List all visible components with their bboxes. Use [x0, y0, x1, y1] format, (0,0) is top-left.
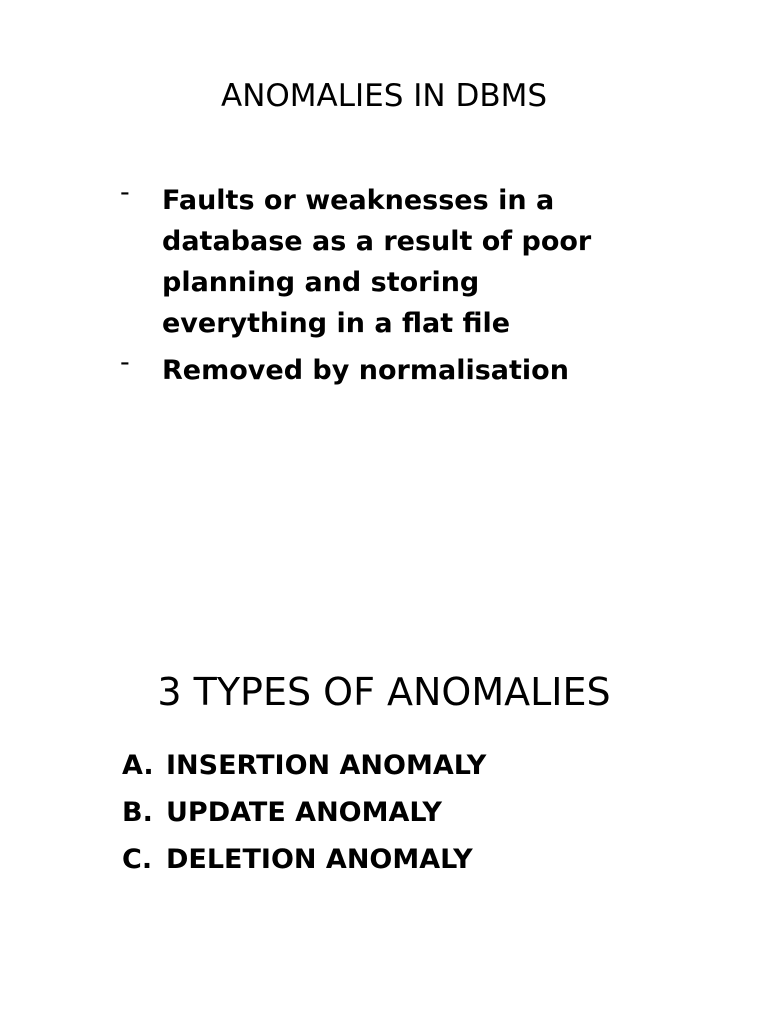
bullet-list: [120, 177, 640, 397]
list-marker: C.: [122, 844, 153, 875]
list-item: [122, 789, 486, 836]
anomaly-types-list: [122, 742, 486, 883]
list-item: [120, 177, 640, 344]
dash-bullet-icon: -: [120, 347, 130, 378]
list-marker: B.: [122, 797, 153, 828]
list-item: [122, 836, 486, 883]
list-marker: A.: [122, 750, 154, 781]
list-item: [120, 347, 640, 391]
list-item: [122, 742, 486, 789]
dash-bullet-icon: -: [120, 177, 130, 208]
section-1-title: ANOMALIES IN DBMS: [220, 78, 548, 114]
item-text: UPDATE ANOMALY: [166, 797, 442, 828]
item-text: INSERTION ANOMALY: [166, 750, 487, 781]
bullet-text: Removed by normalisation: [162, 355, 569, 386]
section-2-title: 3 TYPES OF ANOMALIES: [157, 670, 611, 714]
item-text: DELETION ANOMALY: [166, 844, 473, 875]
bullet-text: Faults or weaknesses in a database as a result of poor planning and storing everything in a flat file: [162, 185, 592, 339]
